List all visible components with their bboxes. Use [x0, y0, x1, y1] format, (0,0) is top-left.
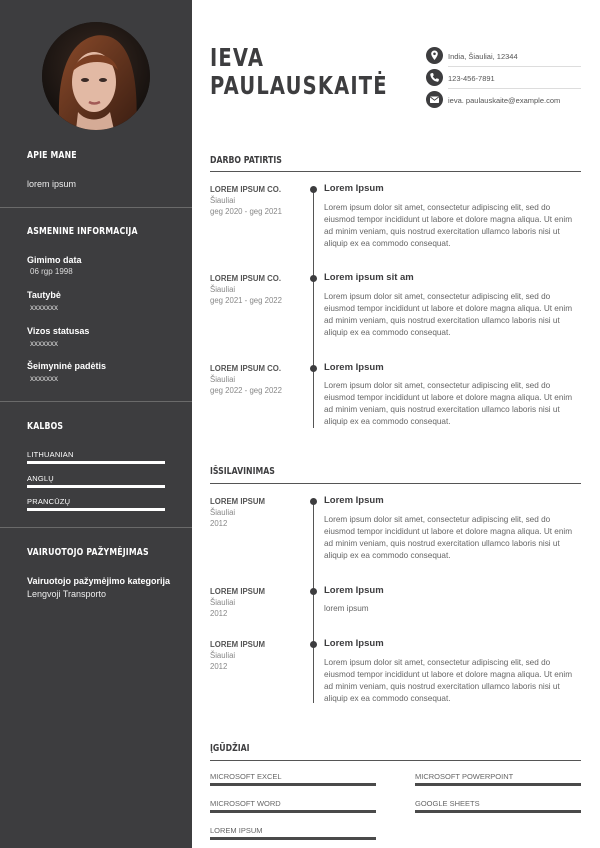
section-rule	[210, 483, 581, 484]
education-entry-meta	[210, 496, 305, 529]
language-level-bar	[27, 508, 165, 511]
education-entry-meta	[210, 639, 305, 672]
experience-entry-meta	[210, 273, 305, 306]
employer-city: Šiauliai	[210, 196, 236, 205]
about-text: lorem ipsum	[27, 179, 77, 189]
school-name: LOREM IPSUM	[210, 587, 266, 596]
experience-timeline	[313, 188, 314, 428]
skill-name: MICROSOFT WORD	[210, 799, 281, 808]
divider	[0, 207, 192, 208]
degree-title: Lorem Ipsum	[324, 585, 384, 596]
skill-level-bar	[210, 783, 376, 786]
language-name: LITHUANIAN	[27, 450, 74, 459]
employer-city: Šiauliai	[210, 375, 236, 384]
license-category-label: Vairuotojo pažymėjimo kategorija	[27, 576, 171, 586]
skill-level-bar	[210, 810, 376, 813]
employment-dates: geg 2020 - geg 2021	[210, 207, 282, 216]
timeline-dot	[310, 186, 317, 193]
birthdate-value: 06 rgp 1998	[30, 267, 73, 276]
contact-divider	[448, 88, 581, 89]
language-level-bar	[27, 461, 165, 464]
marital-status-value: xxxxxxx	[30, 374, 58, 383]
languages-title: KALBOS	[27, 421, 64, 432]
school-name: LOREM IPSUM	[210, 497, 266, 506]
divider	[0, 527, 192, 528]
job-description: Lorem ipsum dolor sit amet, consectetur adipiscing elit, sed do eiusmod tempor incididunt ut labore et dolore magna aliqua. Ut enim ad minim veniam, quis nostrud exercitation ullamco laboris nisi ut aliquip ex ea commodo consequat.	[324, 381, 573, 426]
job-description: Lorem ipsum dolor sit amet, consectetur adipiscing elit, sed do eiusmod tempor incididunt ut labore et dolore magna aliqua. Ut enim ad minim veniam, quis nostrud exercitation ullamco laboris nisi ut aliquip ex ea commodo consequat.	[324, 292, 573, 337]
education-timeline	[313, 500, 314, 703]
mail-icon	[426, 91, 443, 108]
skill-level-bar	[415, 783, 581, 786]
skill-name: LOREM IPSUM	[210, 826, 263, 835]
school-city: Šiauliai	[210, 651, 236, 660]
skill-name: MICROSOFT POWERPOINT	[415, 772, 514, 781]
timeline-dot	[310, 588, 317, 595]
language-name: ANGLŲ	[27, 474, 54, 483]
location-pin-icon	[426, 47, 443, 64]
visa-status-value: xxxxxxx	[30, 339, 58, 348]
timeline-dot	[310, 275, 317, 282]
school-city: Šiauliai	[210, 598, 236, 607]
profile-photo	[42, 22, 150, 130]
sidebar	[0, 0, 192, 848]
section-rule	[210, 760, 581, 761]
graduation-year: 2012	[210, 519, 228, 528]
employment-dates: geg 2021 - geg 2022	[210, 296, 282, 305]
skills-title: ĮGŪDŽIAI	[210, 743, 250, 754]
skill-name: MICROSOFT EXCEL	[210, 772, 282, 781]
employer-name: LOREM IPSUM CO.	[210, 274, 282, 283]
last-name: PAULAUSKAITĖ	[210, 71, 388, 100]
marital-status-label: Šeimyninė padėtis	[27, 361, 107, 371]
job-title: Lorem ipsum sit am	[324, 272, 414, 283]
nationality-value: xxxxxxx	[30, 303, 58, 312]
degree-description: Lorem ipsum dolor sit amet, consectetur adipiscing elit, sed do eiusmod tempor incididunt ut labore et dolore magna aliqua. Ut enim ad minim veniam, quis nostrud exercitation ullamco laboris nisi ut aliquip ex ea commodo consequat.	[324, 515, 573, 560]
contact-address: India, Šiauliai, 12344	[448, 52, 518, 61]
language-name: PRANCŪZŲ	[27, 497, 71, 506]
graduation-year: 2012	[210, 662, 228, 671]
experience-entry-meta	[210, 363, 305, 396]
skill-level-bar	[415, 810, 581, 813]
degree-description: Lorem ipsum dolor sit amet, consectetur adipiscing elit, sed do eiusmod tempor incididunt ut labore et dolore magna aliqua. Ut enim ad minim veniam, quis nostrud exercitation ullamco laboris nisi ut aliquip ex ea commodo consequat.	[324, 658, 573, 703]
timeline-dot	[310, 365, 317, 372]
license-category-value: Lengvoji Transporto	[27, 589, 107, 599]
employer-name: LOREM IPSUM CO.	[210, 185, 282, 194]
employer-city: Šiauliai	[210, 285, 236, 294]
language-level-bar	[27, 485, 165, 488]
contact-email: ieva. paulauskaite@example.com	[448, 96, 561, 105]
experience-title: DARBO PATIRTIS	[210, 155, 282, 166]
license-title: VAIRUOTOJO PAŽYMĖJIMAS	[27, 547, 149, 558]
experience-entry-meta	[210, 184, 305, 217]
about-title: APIE MANE	[27, 150, 77, 161]
job-title: Lorem Ipsum	[324, 362, 384, 373]
visa-status-label: Vizos statusas	[27, 326, 90, 336]
school-city: Šiauliai	[210, 508, 236, 517]
employment-dates: geg 2022 - geg 2022	[210, 386, 282, 395]
job-title: Lorem Ipsum	[324, 183, 384, 194]
employer-name: LOREM IPSUM CO.	[210, 364, 282, 373]
contact-divider	[448, 66, 581, 67]
first-name: IEVA	[210, 43, 265, 72]
contact-phone: 123-456-7891	[448, 74, 495, 83]
education-title: IŠSILAVINIMAS	[210, 466, 275, 477]
section-rule	[210, 171, 581, 172]
job-description: Lorem ipsum dolor sit amet, consectetur adipiscing elit, sed do eiusmod tempor incididunt ut labore et dolore magna aliqua. Ut enim ad minim veniam, quis nostrud exercitation ullamco laboris nisi ut aliquip ex ea commodo consequat.	[324, 203, 573, 248]
nationality-label: Tautybė	[27, 290, 61, 300]
skill-name: GOOGLE SHEETS	[415, 799, 480, 808]
degree-title: Lorem Ipsum	[324, 638, 384, 649]
birthdate-label: Gimimo data	[27, 255, 82, 265]
timeline-dot	[310, 498, 317, 505]
graduation-year: 2012	[210, 609, 228, 618]
education-entry-meta	[210, 586, 305, 619]
divider	[0, 401, 192, 402]
degree-description: lorem ipsum	[324, 604, 369, 613]
phone-icon	[426, 69, 443, 86]
skill-level-bar	[210, 837, 376, 840]
degree-title: Lorem Ipsum	[324, 495, 384, 506]
school-name: LOREM IPSUM	[210, 640, 266, 649]
timeline-dot	[310, 641, 317, 648]
personal-info-title: ASMENINĖ INFORMACIJA	[27, 226, 138, 237]
